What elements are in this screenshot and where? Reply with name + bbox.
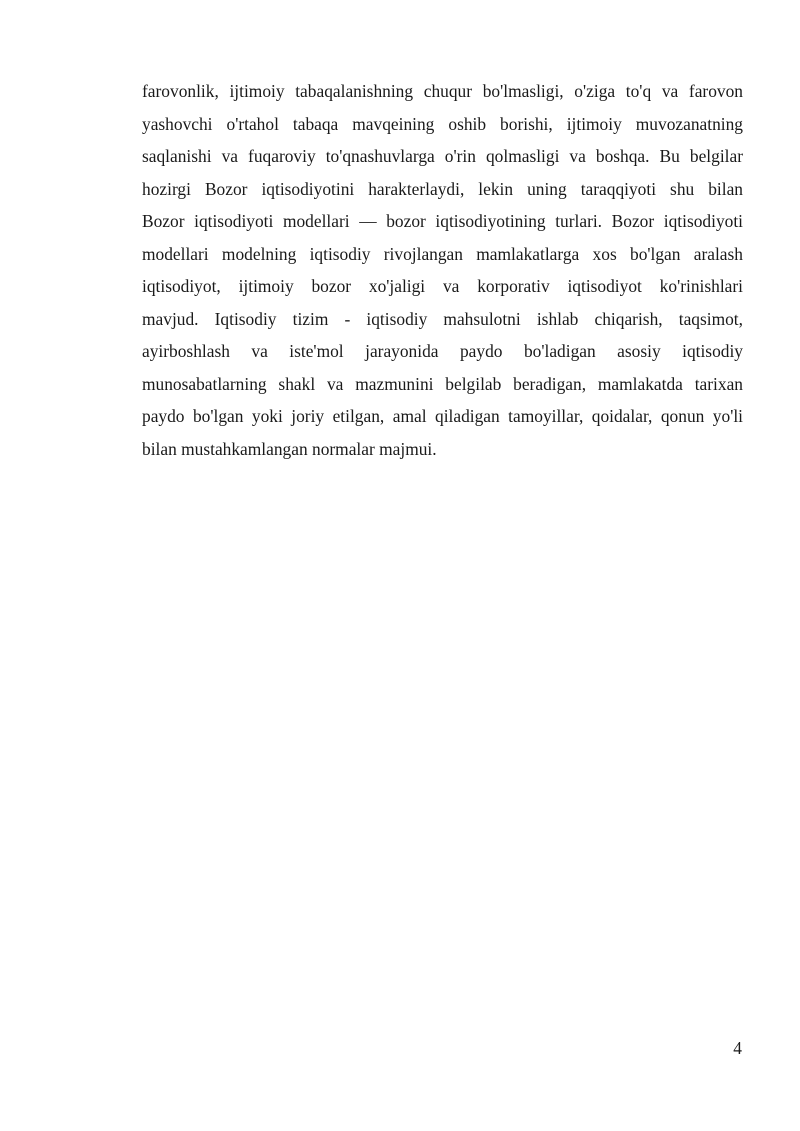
body-paragraph [142, 75, 743, 465]
paragraph-line: hozirgi Bozor iqtisodiyotini harakterlaydi, lekin uning taraqqiyoti shu bilan [142, 178, 743, 199]
paragraph-line: iqtisodiyot, ijtimoiy bozor xo'jaligi va korporativ iqtisodiyot ko'rinishlari [142, 276, 743, 296]
paragraph-line: saqlanishi va fuqaroviy to'qnashuvlarga o'rin qolmasligi va boshqa. Bu belgilar [142, 146, 743, 166]
paragraph-line: bilan mustahkamlangan normalar majmui. [142, 438, 437, 459]
paragraph-line: munosabatlarning shakl va mazmunini belgilab beradigan, mamlakatda tarixan [142, 373, 743, 394]
paragraph-line: paydo bo'lgan yoki joriy etilgan, amal qiladigan tamoyillar, qoidalar, qonun yo'li [142, 406, 743, 426]
paragraph-line: modellari modelning iqtisodiy rivojlangan mamlakatlarga xos bo'lgan aralash [142, 243, 743, 264]
paragraph-line: mavjud. Iqtisodiy tizim - iqtisodiy mahsulotni ishlab chiqarish, taqsimot, [142, 308, 743, 329]
page-number: 4 [733, 1038, 742, 1058]
paragraph-line: Bozor iqtisodiyoti modellari — bozor iqtisodiyotining turlari. Bozor iqtisodiyoti [142, 211, 743, 231]
paragraph-line: ayirboshlash va iste'mol jarayonida paydo bo'ladigan asosiy iqtisodiy [142, 341, 743, 361]
paragraph-line: yashovchi o'rtahol tabaqa mavqeining oshib borishi, ijtimoiy muvozanatning [142, 113, 743, 134]
paragraph-line: farovonlik, ijtimoiy tabaqalanishning chuqur bo'lmasligi, o'ziga to'q va farovon [142, 81, 743, 101]
